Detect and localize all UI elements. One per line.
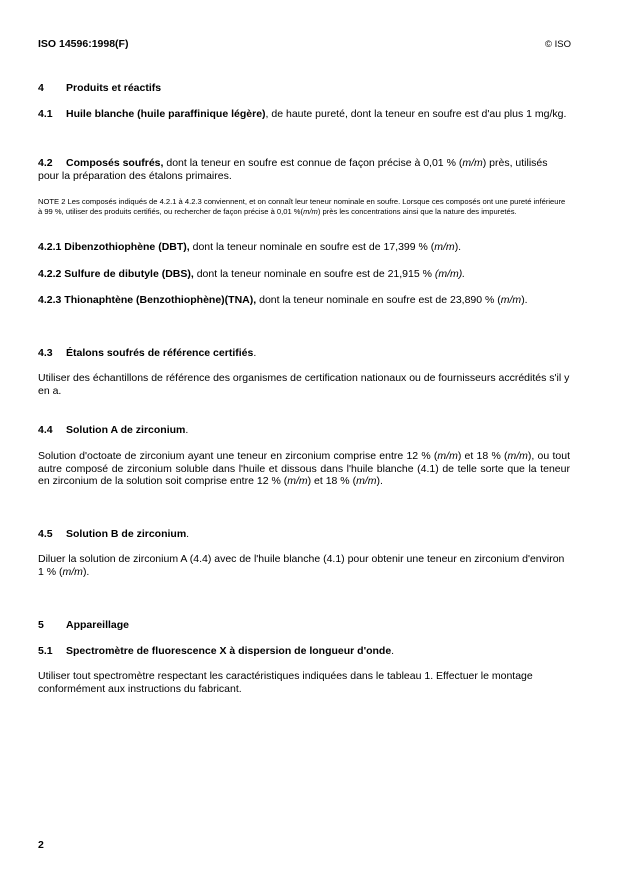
clause-5-1-body: Utiliser tout spectromètre respectant les caractéristiques indiquées dans le tableau 1. Effectuer le montage conformément aux instructions du fabricant. [38,670,533,695]
page-number: 2 [38,839,44,851]
clause-4-3-body: Utiliser des échantillons de référence des organismes de certification nationaux ou de fournisseurs accrédités s'il y en a. [38,372,570,397]
clause-4-4-heading: 4.4 Solution A de zirconium. [38,424,189,436]
clause-4-1: 4.1 Huile blanche (huile paraffinique légère), de haute pureté, dont la teneur en soufre est d'au plus 1 mg/kg. [38,108,567,120]
clause-4-3-heading: 4.3 Étalons soufrés de référence certifiés. [38,347,257,359]
clause-4-2: 4.2 Composés soufrés, dont la teneur en soufre est connue de façon précise à 0,01 % (m/m) près, utilisés pour la préparation des étalons primaires. [38,157,548,182]
clause-4-5-body: Diluer la solution de zirconium A (4.4) avec de l'huile blanche (4.1) pour obtenir une teneur en zirconium d'environ 1 % (m/m). [38,553,565,578]
clause-4-5-heading: 4.5 Solution B de zirconium. [38,528,190,540]
header-copyright: © ISO [544,39,571,50]
header-document-id: ISO 14596:1998(F) [38,38,129,50]
section-4-heading: 4 Produits et réactifs [38,82,162,94]
clause-5-1-heading: 5.1 Spectromètre de fluorescence X à dispersion de longueur d'onde. [38,645,395,657]
clause-4-2-1: 4.2.1 Dibenzothiophène (DBT), dont la teneur nominale en soufre est de 17,399 % (m/m). [38,241,462,253]
section-5-heading: 5 Appareillage [38,619,130,631]
clause-4-4-body: Solution d'octoate de zirconium ayant une teneur en zirconium comprise entre 12 % (m/m) et 18 % (m/m), ou tout autre composé de zirconium soluble dans l'huile et dissous dans l'huile blanche (4.1) de telle sorte que la teneur en zirconium de la solution soit comprise entre 12 % (m/m) et 18 % (m/m). [38,450,570,487]
clause-4-2-2: 4.2.2 Sulfure de dibutyle (DBS), dont la teneur nominale en soufre est de 21,915 % (m/m). [38,268,466,280]
note-2: NOTE 2 Les composés indiqués de 4.2.1 à 4.2.3 conviennent, et on connaît leur teneur nominale en soufre. Lorsque ces composés ont une pureté inférieure à 99 %, utiliser des produits certifiés, ou rechercher de façon précise à 0,01 %(m/m) près les concentrations ainsi que la nature des impuretés. [38,197,566,216]
clause-4-2-3: 4.2.3 Thionaphtène (Benzothiophène)(TNA), dont la teneur nominale en soufre est de 23,890 % (m/m). [38,294,528,306]
